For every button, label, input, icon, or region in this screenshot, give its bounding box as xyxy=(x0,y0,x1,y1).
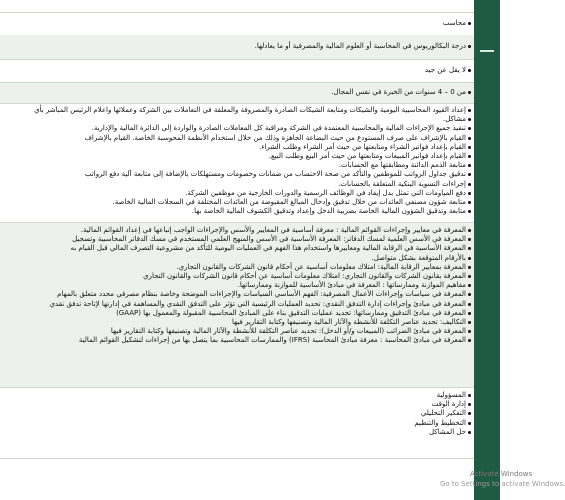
list-item: المعرفة في مبادئ المحاسبة : معرفة مبادئ المحاسبة (IFRS) والممارسات المحاسبية بما يتصل بها من إجراءات لتشكيل القوائم المالية xyxy=(0,336,474,345)
list-item: إجراءات التسوية البنكية المتعلقة بالحسابات. xyxy=(0,180,474,189)
activation-watermark-title: Activate Windows xyxy=(470,470,533,478)
row-skills xyxy=(0,388,474,459)
list-item: المعرفة في الأسس العلمية لمسك الدفاتر: المعرفة الأساسية في الأسس والمنهج العلمي المستخدم في مسك الدفاتر المحاسبية وتسجيل xyxy=(0,235,474,244)
list-item: المعرفة بقانون الشركات والقانون التجاري: امتلاك معلومات أساسية عن أحكام قانون الشركات والقانون التجاري xyxy=(0,272,474,281)
sidebar-strip xyxy=(474,0,500,500)
row-grade xyxy=(0,60,474,83)
list-item: المعرفة في مبادئ الضرائب (المبيعات و/أو الدخل): تحديد عناصر التكلفة للأنشطة والآثار المالية وتصنيفها وكتابة التقارير فيها xyxy=(0,327,474,336)
list-item: حل المشاكل xyxy=(0,428,474,437)
sidebar-mark xyxy=(480,50,494,52)
list-item: المعرفة بمعايير الرقابة المالية: امتلاك معلومات أساسية عن أحكام قانون الشركات والقانون التجاري. xyxy=(0,263,474,272)
knowledge-list xyxy=(0,226,474,346)
list-item: التكاليف: تحديد عناصر التكلفة للأنشطة والآثار المالية وتصنيفها وكتابة التقارير فيها xyxy=(0,318,474,327)
list-item: متابعة الذمم الدائنة ومطابقتها مع الحسابات. xyxy=(0,161,474,170)
list-item: إدارة الوقت xyxy=(0,400,474,409)
title-list xyxy=(0,19,474,29)
list-item: المعرفة الأساسية في الرقابة المالية ومعاييرها واستخدام هذا الفهم في العمليات اليومية للتأكد من مشروعية التصرف المالي قبل القيام به xyxy=(0,244,474,253)
list-item: تدقيق جداول الرواتب للموظفين والتأكد من صحة الاحتساب من ضمانات وخصومات ومستهلكات بالإضافة إلى متابعة آلية دفع الرواتب xyxy=(0,170,474,179)
list-item: متابعة وتدقيق الشؤون المالية الخاصة بضريبة الدخل وإعداد وتدقيق الكشوف المالية الخاصة بها. xyxy=(0,207,474,216)
list-item: تنفيذ جميع الإجراءات المالية والمحاسبية المعتمدة في الشركة ومراقبة كل المعاملات الصادرة والواردة إلى الدائرة المالية والإدارية. xyxy=(0,124,474,133)
row-duties xyxy=(0,104,474,223)
list-item: القيام بالإشراف على صرف المستودع من حيث البضاعة الجاهزة وذلك من خلال استخدام الأنظمة المحوسبة الخاصة. القيام بالإشراف xyxy=(0,134,474,143)
activation-watermark-subtitle: Go to Settings to activate Windows. xyxy=(440,480,565,488)
list-item: التفكير التحليلي xyxy=(0,409,474,418)
list-item: مشاكل. xyxy=(0,115,474,124)
row-knowledge xyxy=(0,223,474,388)
list-item: المعرفة في مبادئ وإجراءات إدارة التدفق النقدي: تحديد العمليات الرئيسية التي تؤثر على التدفق النقدي والمساهمة في إدارتها لإتاحة تدفق نقدي xyxy=(0,300,474,309)
grade-list xyxy=(0,66,474,76)
list-item: متابعة شؤون مصنفي العائدات من خلال تدقيق وإدخال المبالغ المقبوضة من العائدات المختلفة في السجلات المالية الخاصة. xyxy=(0,198,474,207)
list-item: مفاهيم الموازنة وممارساتها : المعرفة في مبادئ الأساسية للموازنة وممارساتها. xyxy=(0,281,474,290)
list-item: القيام بإعداد فواتير المبيعات ومتابعتها من حيث أمر البيع وطلب البيع. xyxy=(0,152,474,161)
row-experience xyxy=(0,83,474,104)
list-item: المعرفة في معايير وإجراءات القوائم المالية : معرفة أساسية في المعايير والأسس والإجراءات الواجب إتباعها في إعداد القوائم المالية. xyxy=(0,226,474,235)
list-item: المعرفة في مبادئ التدقيق وممارساتها: تحديد عمليات التدقيق بناء على المبادئ المحاسبية المقبولة والمعمول بها (GAAP) xyxy=(0,309,474,318)
duties-list xyxy=(0,106,474,216)
list-item: دفع المياومات التي تمثل بدل إيفاد في الوظائف الرسمية والدورات الخارجية من موظفين الشركة. xyxy=(0,189,474,198)
education-list xyxy=(0,42,474,52)
list-item: المسؤولية xyxy=(0,391,474,400)
list-item: إعداد القيود المحاسبية اليومية والشيكات ومتابعة الشيكات الصادرة والمصروفة والمعلقة في التعاملات بين الشركة وعملائها واعلام الرئيس المباشر بأي xyxy=(0,106,474,115)
list-item: محاسب xyxy=(0,19,474,29)
experience-list xyxy=(0,88,474,98)
list-item: لا يقل عن جيد xyxy=(0,66,474,76)
list-item: درجة البكالوريوس في المحاسبة أو العلوم المالية والمصرفية أو ما يعادلها. xyxy=(0,42,474,52)
skills-list xyxy=(0,391,474,437)
row-title xyxy=(0,12,474,36)
row-education xyxy=(0,35,474,60)
list-item: القيام بإعداد فواتير الشراء ومتابعتها من حيث أمر الشراء وطلب الشراء. xyxy=(0,143,474,152)
list-item: من 0 – 4 سنوات من الخبرة في نفس المجال. xyxy=(0,88,474,98)
list-item: بالأرقام المتوقعة بشكل متواصل. xyxy=(0,254,474,263)
list-item: التخطيط والتنظيم xyxy=(0,419,474,428)
list-item: المعرفة في سياسات وإجراءات الأعمال المصرفية: الفهم الأساسي السياسات والإجراءات الموضحة وخاصة بنظام مصرفي محدد متعلق بالمهام xyxy=(0,290,474,299)
